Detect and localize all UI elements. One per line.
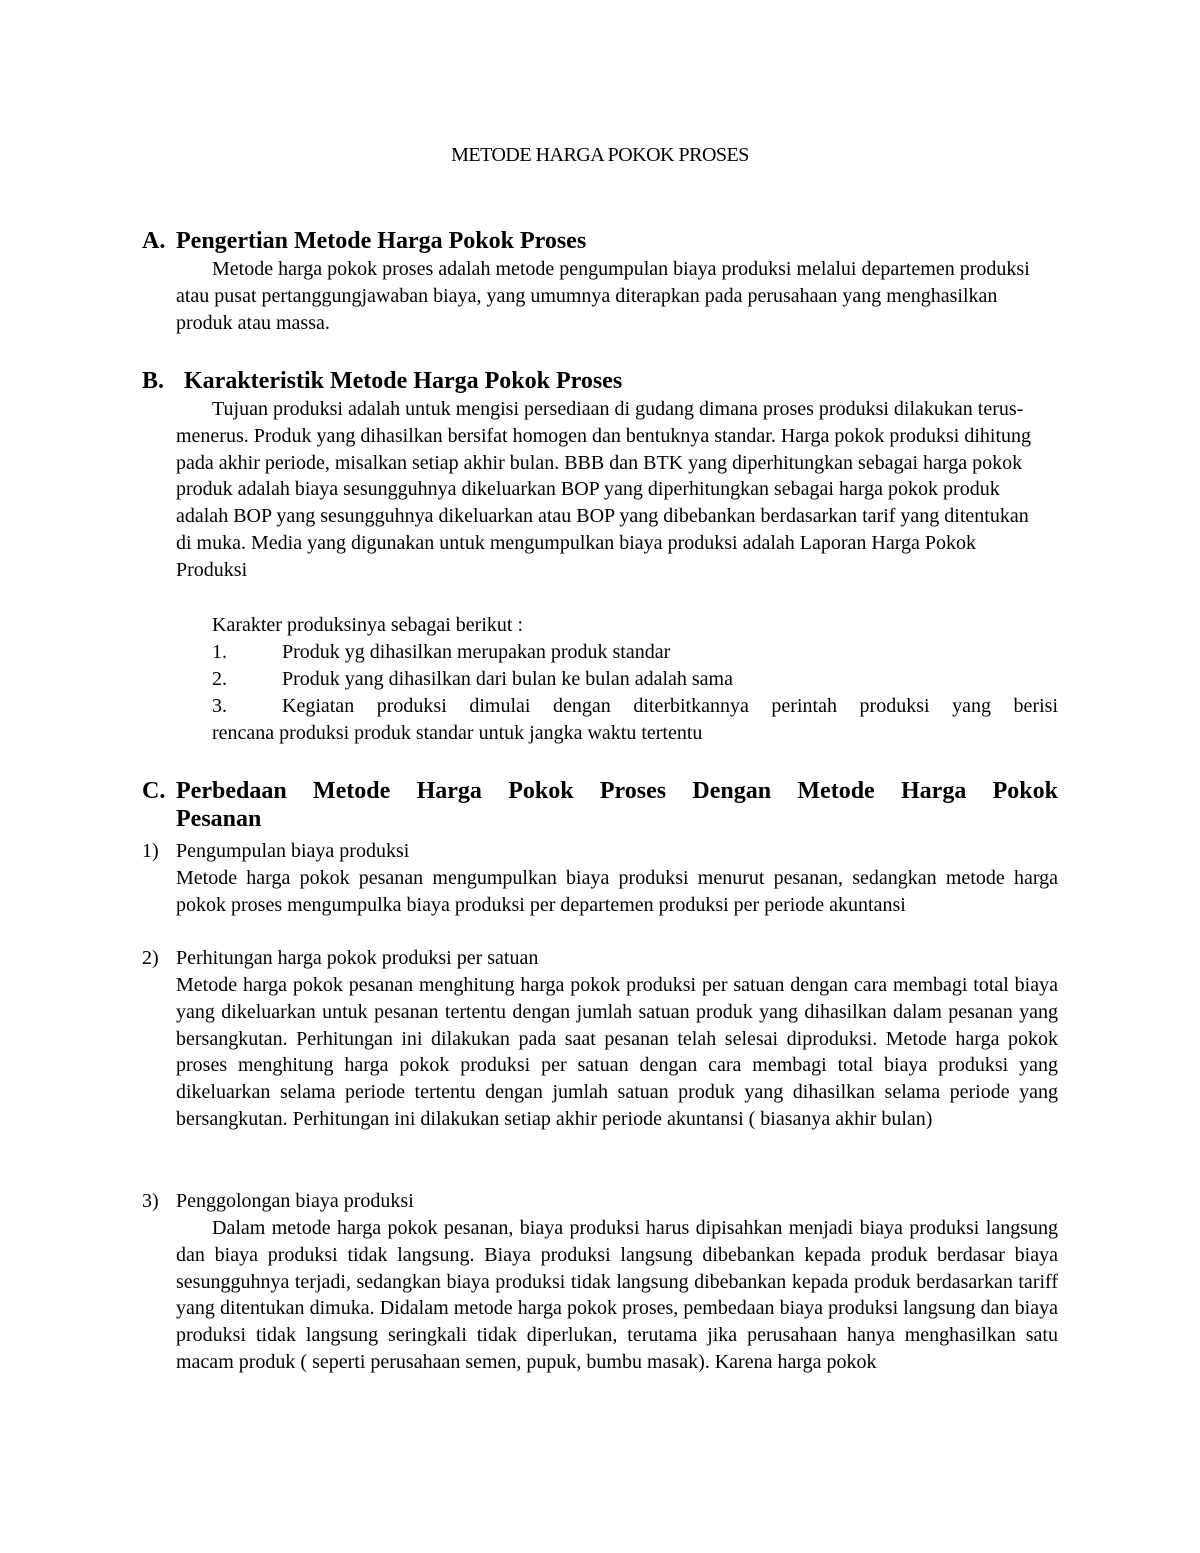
- section-a-marker: A.: [142, 228, 166, 254]
- section-c-title-line1: Perbedaan Metode Harga Pokok Proses Dengan Metode Harga Pokok: [176, 778, 1058, 804]
- section-c-marker: C.: [142, 778, 166, 804]
- point-title: Perhitungan harga pokok produksi per satuan: [176, 947, 539, 969]
- point-title: Penggolongan biaya produksi: [176, 1190, 414, 1212]
- point-title: Pengumpulan biaya produksi: [176, 840, 410, 862]
- point-body: Metode harga pokok pesanan mengumpulkan biaya produksi menurut pesanan, sedangkan metode harga pokok proses mengumpulka biaya produksi per departemen produksi per periode akuntansi: [176, 867, 1058, 916]
- list-item-text: Produk yg dihasilkan merupakan produk standar: [282, 641, 671, 663]
- point-body: Dalam metode harga pokok pesanan, biaya produksi harus dipisahkan menjadi biaya produksi langsung dan biaya produksi tidak langsung. Biaya produksi langsung dibebankan kepada produk berdasar biaya sesungguhnya terjadi, sedangkan biaya produksi tidak langsung dibebankan kepada produk berdasarkan tariff yang ditentukan dimuka. Didalam metode harga pokok proses, pembedaan biaya produksi langsung dan biaya produksi tidak langsung seringkali tidak diperlukan, terutama jika perusahaan hanya menghasilkan satu macam produk ( seperti perusahaan semen, pupuk, bumbu masak). Karena harga pokok: [176, 1217, 1058, 1373]
- section-c-heading: [142, 777, 1058, 833]
- list-item-number: 2.: [212, 668, 227, 690]
- section-b-marker: B.: [142, 368, 165, 394]
- section-b-paragraph: Tujuan produksi adalah untuk mengisi persediaan di gudang dimana proses produksi dilakukan terus-menerus. Produk yang dihasilkan bersifat homogen dan bentuknya standar. Harga pokok produksi dihitung pada akhir periode, misalkan setiap akhir bulan. BBB dan BTK yang diperhitungkan sebagai harga pokok produk adalah biaya sesungguhnya dikeluarkan BOP yang diperhitungkan sebagai harga pokok produk adalah BOP yang sesungguhnya dikeluarkan atau BOP yang dibebankan berdasarkan tarif yang ditentukan di muka. Media yang digunakan untuk mengumpulkan biaya produksi adalah Laporan Harga Pokok Produksi: [176, 398, 1032, 581]
- point-number: 1): [142, 840, 159, 862]
- section-a-title: Pengertian Metode Harga Pokok Proses: [176, 228, 587, 254]
- section-b-title: Karakteristik Metode Harga Pokok Proses: [184, 368, 623, 394]
- section-c-title-line2: Pesanan: [176, 806, 262, 832]
- list-item-number: 3.: [212, 695, 227, 717]
- list-item-text: Produk yang dihasilkan dari bulan ke bulan adalah sama: [282, 668, 733, 690]
- section-b-list-intro: Karakter produksinya sebagai berikut :: [212, 614, 524, 636]
- document-title: METODE HARGA POKOK PROSES: [451, 144, 749, 166]
- section-a-paragraph: Metode harga pokok proses adalah metode pengumpulan biaya produksi melalui departemen produksi atau pusat pertanggungjawaban biaya, yang umumnya diterapkan pada perusahaan yang menghasilkan produk atau massa.: [176, 258, 1030, 334]
- point-number: 3): [142, 1190, 159, 1212]
- point-number: 2): [142, 947, 159, 969]
- point-body: Metode harga pokok pesanan menghitung harga pokok produksi per satuan dengan cara membagi total biaya yang dikeluarkan untuk pesanan tertentu dengan jumlah satuan produk yang dihasilkan dalam pesanan yang bersangkutan. Perhitungan ini dilakukan pada saat pesanan telah selesai diproduksi. Metode harga pokok proses menghitung harga pokok produksi per satuan dengan cara membagi total biaya produksi yang dikeluarkan selama periode tertentu dengan jumlah satuan produk yang dihasilkan selama periode yang bersangkutan. Perhitungan ini dilakukan setiap akhir periode akuntansi ( biasanya akhir bulan): [176, 974, 1058, 1130]
- list-item-number: 1.: [212, 641, 227, 663]
- list-item-text-line2: rencana produksi produk standar untuk jangka waktu tertentu: [212, 722, 703, 744]
- list-item-text-line1: Kegiatan produksi dimulai dengan diterbitkannya perintah produksi yang berisi: [282, 695, 1058, 717]
